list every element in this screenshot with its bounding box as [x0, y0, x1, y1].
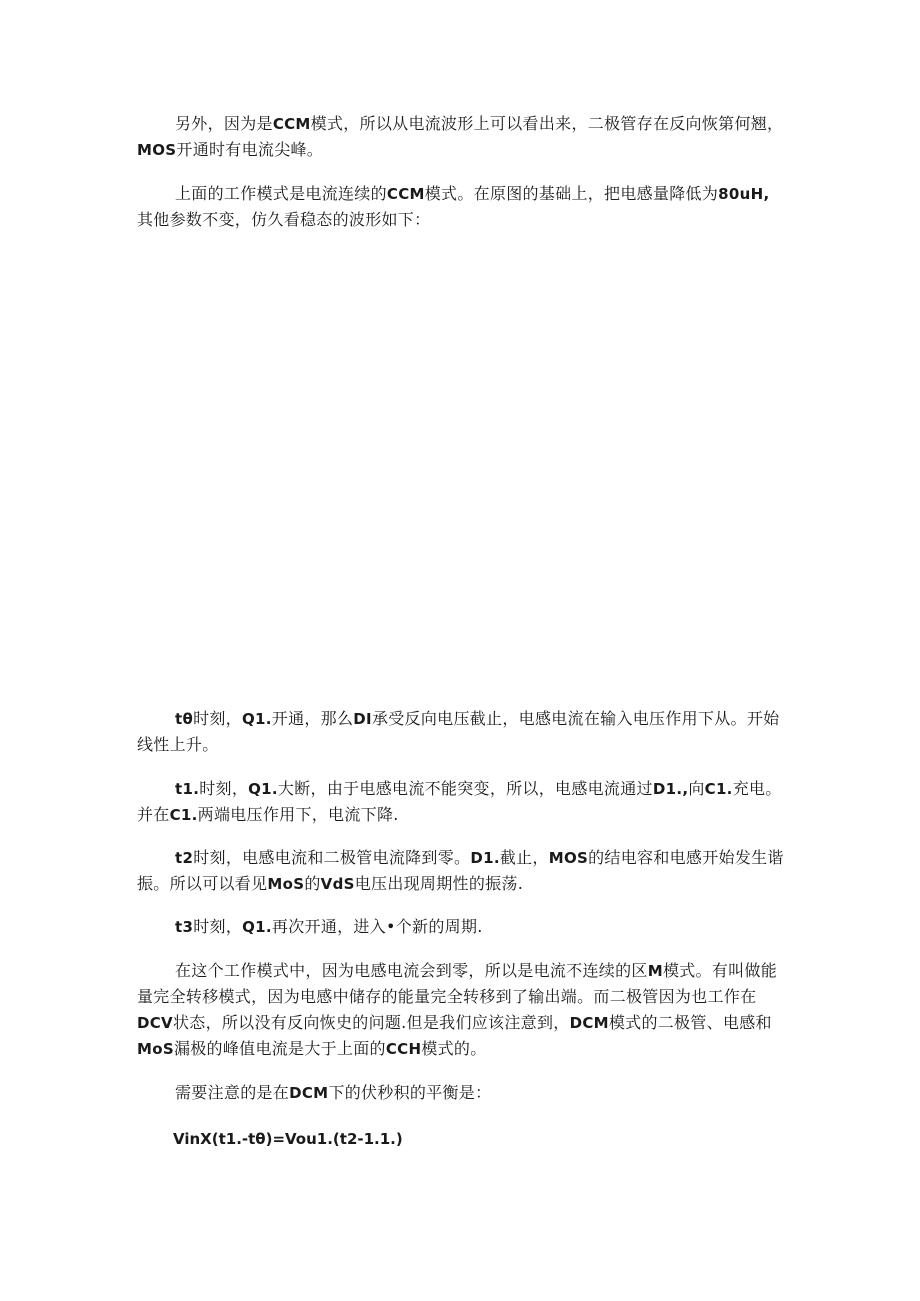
text-segment: 模式的二极管、电感和 [608, 1013, 772, 1032]
text-segment: 的 [304, 874, 321, 893]
text-segment: 时刻， [199, 779, 249, 798]
text-segment: 下的伏秒积的平衡是： [328, 1083, 492, 1102]
paragraph-ccm-inductance-change [137, 181, 785, 233]
paragraph-t0-description [137, 706, 785, 758]
bold-term: 80uH, [718, 185, 770, 203]
bold-term: MoS [137, 1040, 174, 1058]
waveform-figure-blank [137, 245, 785, 685]
bold-term: DCM [289, 1084, 329, 1102]
text-segment: 另外，因为是 [175, 114, 273, 133]
text-segment: 在这个工作模式中，因为电感电流会到零，所以是电流不连续的区 [175, 961, 648, 980]
text-segment: 开通，那么 [271, 709, 354, 728]
text-segment: 的结电容和电感开始发生谐振。所以可以看见 [137, 848, 784, 893]
volt-second-formula: VinX(t1.-tθ)=Vou1.(t2-1.1.) [173, 1130, 403, 1148]
bold-term: CCM [272, 115, 311, 133]
paragraph-dcm-mode-description [137, 958, 785, 1062]
bold-term: VdS [320, 875, 355, 893]
text-segment: 电压出现周期性的振荡. [354, 874, 524, 893]
text-segment: 模式，所以从电流波形上可以看出来，二极管存在反向恢第何翘， [310, 114, 784, 133]
bold-term: C1. [169, 806, 198, 824]
paragraph-t2-description [137, 845, 785, 897]
paragraph-t3-description [137, 914, 785, 940]
bold-term: DCV [137, 1014, 173, 1032]
text-segment: 向 [688, 779, 705, 798]
bold-term: tθ [175, 710, 194, 728]
bold-term: t3 [175, 918, 194, 936]
text-segment: 再次开通，进入•个新的周期. [271, 917, 483, 936]
bold-term: DI [353, 710, 372, 728]
bold-term: Q1. [241, 710, 272, 728]
bold-term: Q1. [242, 918, 272, 936]
text-segment: 时刻， [193, 917, 243, 936]
bold-term: CCH [385, 1040, 422, 1058]
bold-term: D1. [470, 849, 500, 867]
text-segment: 承受反向电压截止，电感电流在输入电压作用下从。开始线性上升。 [137, 709, 780, 754]
bold-term: MOS [548, 849, 589, 867]
bold-term: t1. [175, 780, 200, 798]
bold-term: M [647, 962, 663, 980]
text-segment: 状态，所以没有反向恢史的问题.但是我们应该注意到， [172, 1013, 570, 1032]
text-segment: 充电。并在 [137, 779, 782, 824]
text-segment: 两端电压作用下，电流下降. [197, 805, 399, 824]
text-segment: 大断，由于电感电流不能突变，所以，电感电流通过 [277, 779, 653, 798]
text-segment: 需要注意的是在 [175, 1083, 290, 1102]
paragraph-t1-description [137, 776, 785, 828]
text-segment: 模式。在原图的基础上，把电感量降低为 [424, 184, 719, 203]
text-segment: 时刻， [193, 709, 242, 728]
bold-term: MOS [137, 141, 177, 159]
bold-term: C1. [704, 780, 733, 798]
bold-term: DCM [569, 1014, 609, 1032]
text-segment: 其他参数不变，仿久看稳态的波形如下： [137, 210, 431, 229]
bold-term: MoS [267, 875, 305, 893]
bold-term: CCM [386, 185, 425, 203]
bold-term: D1., [652, 780, 689, 798]
bold-term: t2 [175, 849, 194, 867]
text-segment: 开通时有电流尖峰。 [176, 140, 324, 159]
paragraph-volt-second-balance [137, 1080, 785, 1106]
text-segment: 模式。有叫做能量完全转移模式，因为电感中储存的能量完全转移到了输出端。而二极管因为也工作在 [137, 961, 778, 1006]
text-segment: 漏极的峰值电流是大于上面的 [173, 1039, 386, 1058]
paragraph-ccm-reverse-recovery [137, 111, 785, 163]
text-segment: 截止， [499, 848, 549, 867]
text-segment: 时刻，电感电流和二极管电流降到零。 [193, 848, 471, 867]
bold-term: Q1. [248, 780, 278, 798]
text-segment: 上面的工作模式是电流连续的 [175, 184, 387, 203]
text-segment: 模式的。 [421, 1039, 487, 1058]
